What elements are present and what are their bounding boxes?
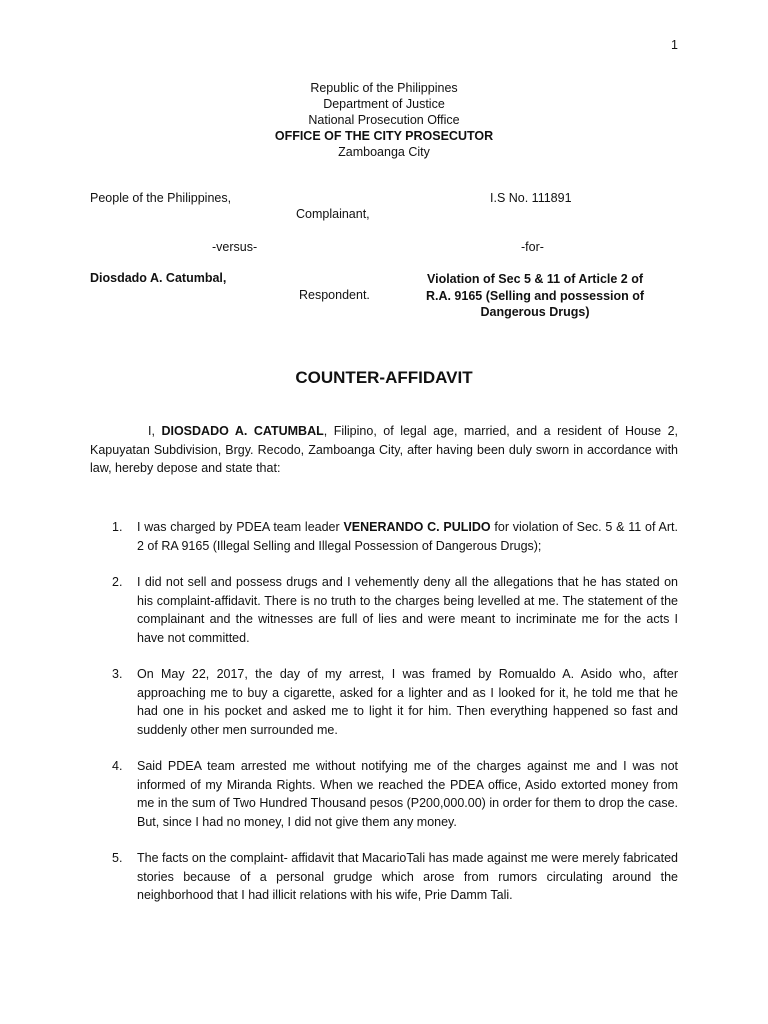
- list-number: 2.: [112, 575, 123, 589]
- intro-text: , Filipino, of legal age, married, and a resident of House 2, Kapuyatan Subdivision, Brgy. Recodo, Zamboanga City, after having been duly sworn in accordance with law, hereby depose and state that:: [90, 424, 679, 475]
- item-text: for violation of Sec. 5 & 11 of Art. 2 of RA 9165 (Illegal Selling and Illegal Possession of Dangerous Drugs);: [137, 520, 679, 553]
- violation-line: Dangerous Drugs): [480, 305, 590, 319]
- complainant-label: Complainant,: [296, 207, 370, 221]
- list-number: 4.: [112, 759, 123, 773]
- header-republic: Republic of the Philippines: [310, 81, 458, 95]
- item-text: On May 22, 2017, the day of my arrest, I was framed by Romualdo A. Asido who, after approaching me to buy a cigarette, asked for a lighter and as I looked for it, he told me that he had one in his pocket and asked me to light it for him. Then everything happened so fast and suddenly other men surrounded me.: [137, 667, 678, 737]
- header-prosecution-office: National Prosecution Office: [308, 113, 460, 127]
- header-department: Department of Justice: [323, 97, 445, 111]
- respondent-name: Diosdado A. Catumbal,: [90, 271, 227, 285]
- list-number: 1.: [112, 520, 123, 534]
- respondent-label: Respondent.: [299, 288, 370, 302]
- violation-line: R.A. 9165 (Selling and possession of: [425, 288, 645, 303]
- list-item: [112, 518, 678, 555]
- header-city-prosecutor: OFFICE OF THE CITY PROSECUTOR: [274, 129, 494, 143]
- violation-description: [392, 271, 678, 321]
- intro-prefix: I,: [148, 424, 162, 438]
- case-number: I.S No. 111891: [490, 191, 572, 205]
- statement-list: [112, 518, 678, 923]
- list-number: 5.: [112, 851, 123, 865]
- intro-paragraph: [90, 422, 678, 478]
- item-text: I did not sell and possess drugs and I vehemently deny all the allegations that he has stated on his complaint-affidavit. There is no truth to the charges being levelled at me. The statement of the complainant and the witnesses are full of lies and were meant to incriminate me for the acts I have not committed.: [137, 575, 678, 645]
- list-item: [112, 849, 678, 905]
- list-item: [112, 757, 678, 831]
- list-item: [112, 573, 678, 647]
- for-label: -for-: [521, 240, 544, 254]
- header-city: Zamboanga City: [338, 145, 430, 159]
- versus-label: -versus-: [212, 240, 258, 254]
- page-number: 1: [671, 38, 678, 52]
- complainant-name: People of the Philippines,: [90, 191, 232, 205]
- item-text: I was charged by PDEA team leader: [137, 520, 344, 534]
- list-number: 3.: [112, 667, 123, 681]
- team-leader-name: VENERANDO C. PULIDO: [343, 520, 491, 534]
- document-title: COUNTER-AFFIDAVIT: [295, 368, 473, 387]
- document-header: [0, 80, 768, 160]
- affiant-name: DIOSDADO A. CATUMBAL: [161, 424, 324, 438]
- violation-line: Violation of Sec 5 & 11 of Article 2 of: [426, 272, 644, 286]
- list-item: [112, 665, 678, 739]
- item-text: The facts on the complaint- affidavit that MacarioTali has made against me were merely fabricated stories because of a personal grudge which arose from rumors circulating around the neighborhood that I had illicit relations with his wife, Prie Damm Tali.: [137, 851, 679, 902]
- item-text: Said PDEA team arrested me without notifying me of the charges against me and I was not informed of my Miranda Rights. When we reached the PDEA office, Asido extorted money from me in the sum of Two Hundred Thousand pesos (P200,000.00) in order for them to drop the case. But, since I had no money, I did not give them any money.: [137, 759, 678, 829]
